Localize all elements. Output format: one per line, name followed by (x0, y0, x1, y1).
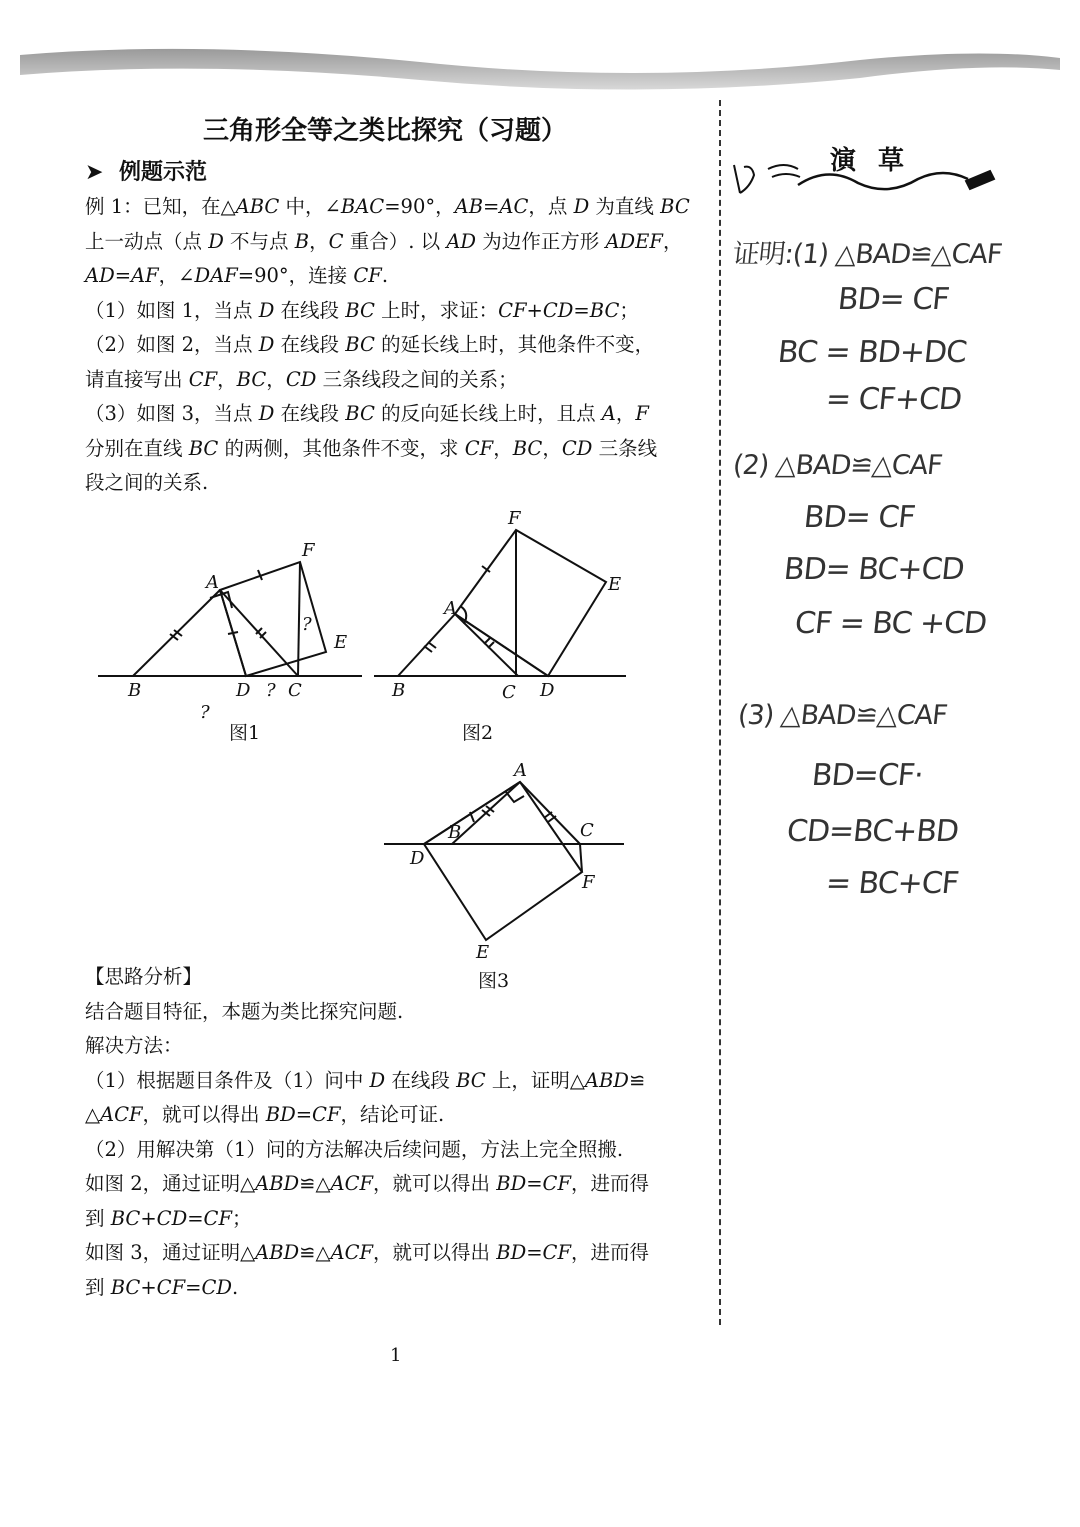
problem-line: AD=AF，∠DAF=90°，连接 CF. (85, 264, 389, 287)
draft-line: (2) △BAD≌△CAF (731, 450, 944, 481)
fig1-caption: 图1 (229, 722, 261, 744)
draft-line: BC = BD+DC (776, 335, 968, 370)
analysis-line: 如图 3，通过证明△ABD≌△ACF，就可以得出 BD=CF，进而得 (85, 1241, 650, 1264)
fig1-label-b: B (128, 680, 142, 701)
column-divider (719, 100, 721, 1325)
fig3-caption: 图3 (478, 970, 510, 992)
analysis-line: 到 BC+CF=CD. (85, 1275, 239, 1299)
fig2-label-a: A (444, 598, 457, 619)
draft-line: (3) △BAD≌△CAF (736, 700, 949, 731)
question-3-cont: 分别在直线 BC 的两侧，其他条件不变，求 CF，BC，CD 三条线 (85, 436, 658, 460)
draft-line: CF = BC +CD (793, 606, 988, 641)
fig2-label-e: E (608, 574, 622, 595)
draft-line: BD= CF (802, 500, 917, 535)
question-3-cont: 段之间的关系. (85, 471, 209, 494)
fig3-label-d: D (410, 848, 425, 869)
analysis-line: 到 BC+CD=CF； (85, 1206, 252, 1230)
draft-line: BD=CF· (810, 758, 925, 793)
analysis-line: 如图 2，通过证明△ABD≌△ACF，就可以得出 BD=CF，进而得 (85, 1172, 650, 1195)
draft-line: = BC+CF (824, 866, 960, 901)
draft-line: BD= BC+CD (782, 552, 966, 587)
section-heading-text: 例题示范 (119, 160, 208, 185)
arrow-icon: ➤ (85, 160, 104, 185)
analysis-line: 结合题目特征，本题为类比探究问题. (85, 999, 404, 1023)
fig1-label-d: D (236, 680, 251, 701)
fig3-label-c: C (580, 820, 594, 841)
question-1: （1）如图 1，当点 D 在线段 BC 上时，求证：CF+CD=BC； (85, 298, 639, 322)
analysis-line: 解决方法： (85, 1034, 183, 1057)
problem-line: 上一动点（点 D 不与点 B，C 重合）. 以 AD 为边作正方形 ADEF， (85, 229, 683, 253)
fig1-label-e: E (334, 632, 348, 653)
analysis (85, 960, 705, 1305)
section-heading (85, 155, 207, 186)
fig3-label-f: F (582, 872, 595, 893)
fig2-label-c: C (502, 682, 516, 703)
problem-statement (85, 190, 705, 501)
problem-line: 例 1：已知，在△ABC 中，∠BAC=90°，AB=AC，点 D 为直线 BC (85, 195, 690, 218)
draft-line: CD=BC+BD (785, 814, 960, 849)
figure-2 (374, 530, 626, 676)
fig1-question-mark: ? (200, 702, 210, 723)
fig1-label-c: C (288, 680, 302, 701)
fig1-question-mark: ? (266, 680, 276, 701)
fig1-label-a: A (206, 572, 219, 593)
question-3: （3）如图 3，当点 D 在线段 BC 的反向延长线上时，且点 A，F (85, 402, 649, 425)
question-2-cont: 请直接写出 CF，BC，CD 三条线段之间的关系； (85, 367, 518, 391)
page-number: 1 (390, 1345, 402, 1366)
figure-1 (98, 562, 362, 676)
draft-line: BD= CF (836, 282, 951, 317)
analysis-heading: 【思路分析】 (85, 965, 203, 988)
fig3-label-a: A (514, 760, 527, 781)
question-2: （2）如图 2，当点 D 在线段 BC 的延长线上时，其他条件不变， (85, 333, 655, 356)
fig2-label-d: D (540, 680, 555, 701)
draft-line: 证明:(1) △BAD≌△CAF (731, 239, 1004, 270)
analysis-line: （1）根据题目条件及（1）问中 D 在线段 BC 上，证明△ABD≌ (85, 1068, 646, 1092)
fig3-label-b: B (448, 822, 462, 843)
fig1-label-f: F (302, 540, 315, 561)
analysis-line: △ACF，就可以得出 BD=CF，结论可证. (85, 1103, 445, 1126)
draft-line: = CF+CD (824, 382, 963, 417)
analysis-line: （2）用解决第（1）问的方法解决后续问题，方法上完全照搬. (85, 1137, 624, 1161)
page-title: 三角形全等之类比探究（习题） (202, 116, 567, 146)
fig3-label-e: E (476, 942, 490, 963)
figure-3 (384, 782, 624, 940)
draft-title: 演草 (830, 146, 927, 176)
scan-top-band (0, 0, 1080, 110)
fig1-question-mark: ? (302, 614, 312, 635)
fig2-label-f: F (508, 508, 521, 529)
fig2-caption: 图2 (462, 722, 494, 744)
fig2-label-b: B (392, 680, 406, 701)
